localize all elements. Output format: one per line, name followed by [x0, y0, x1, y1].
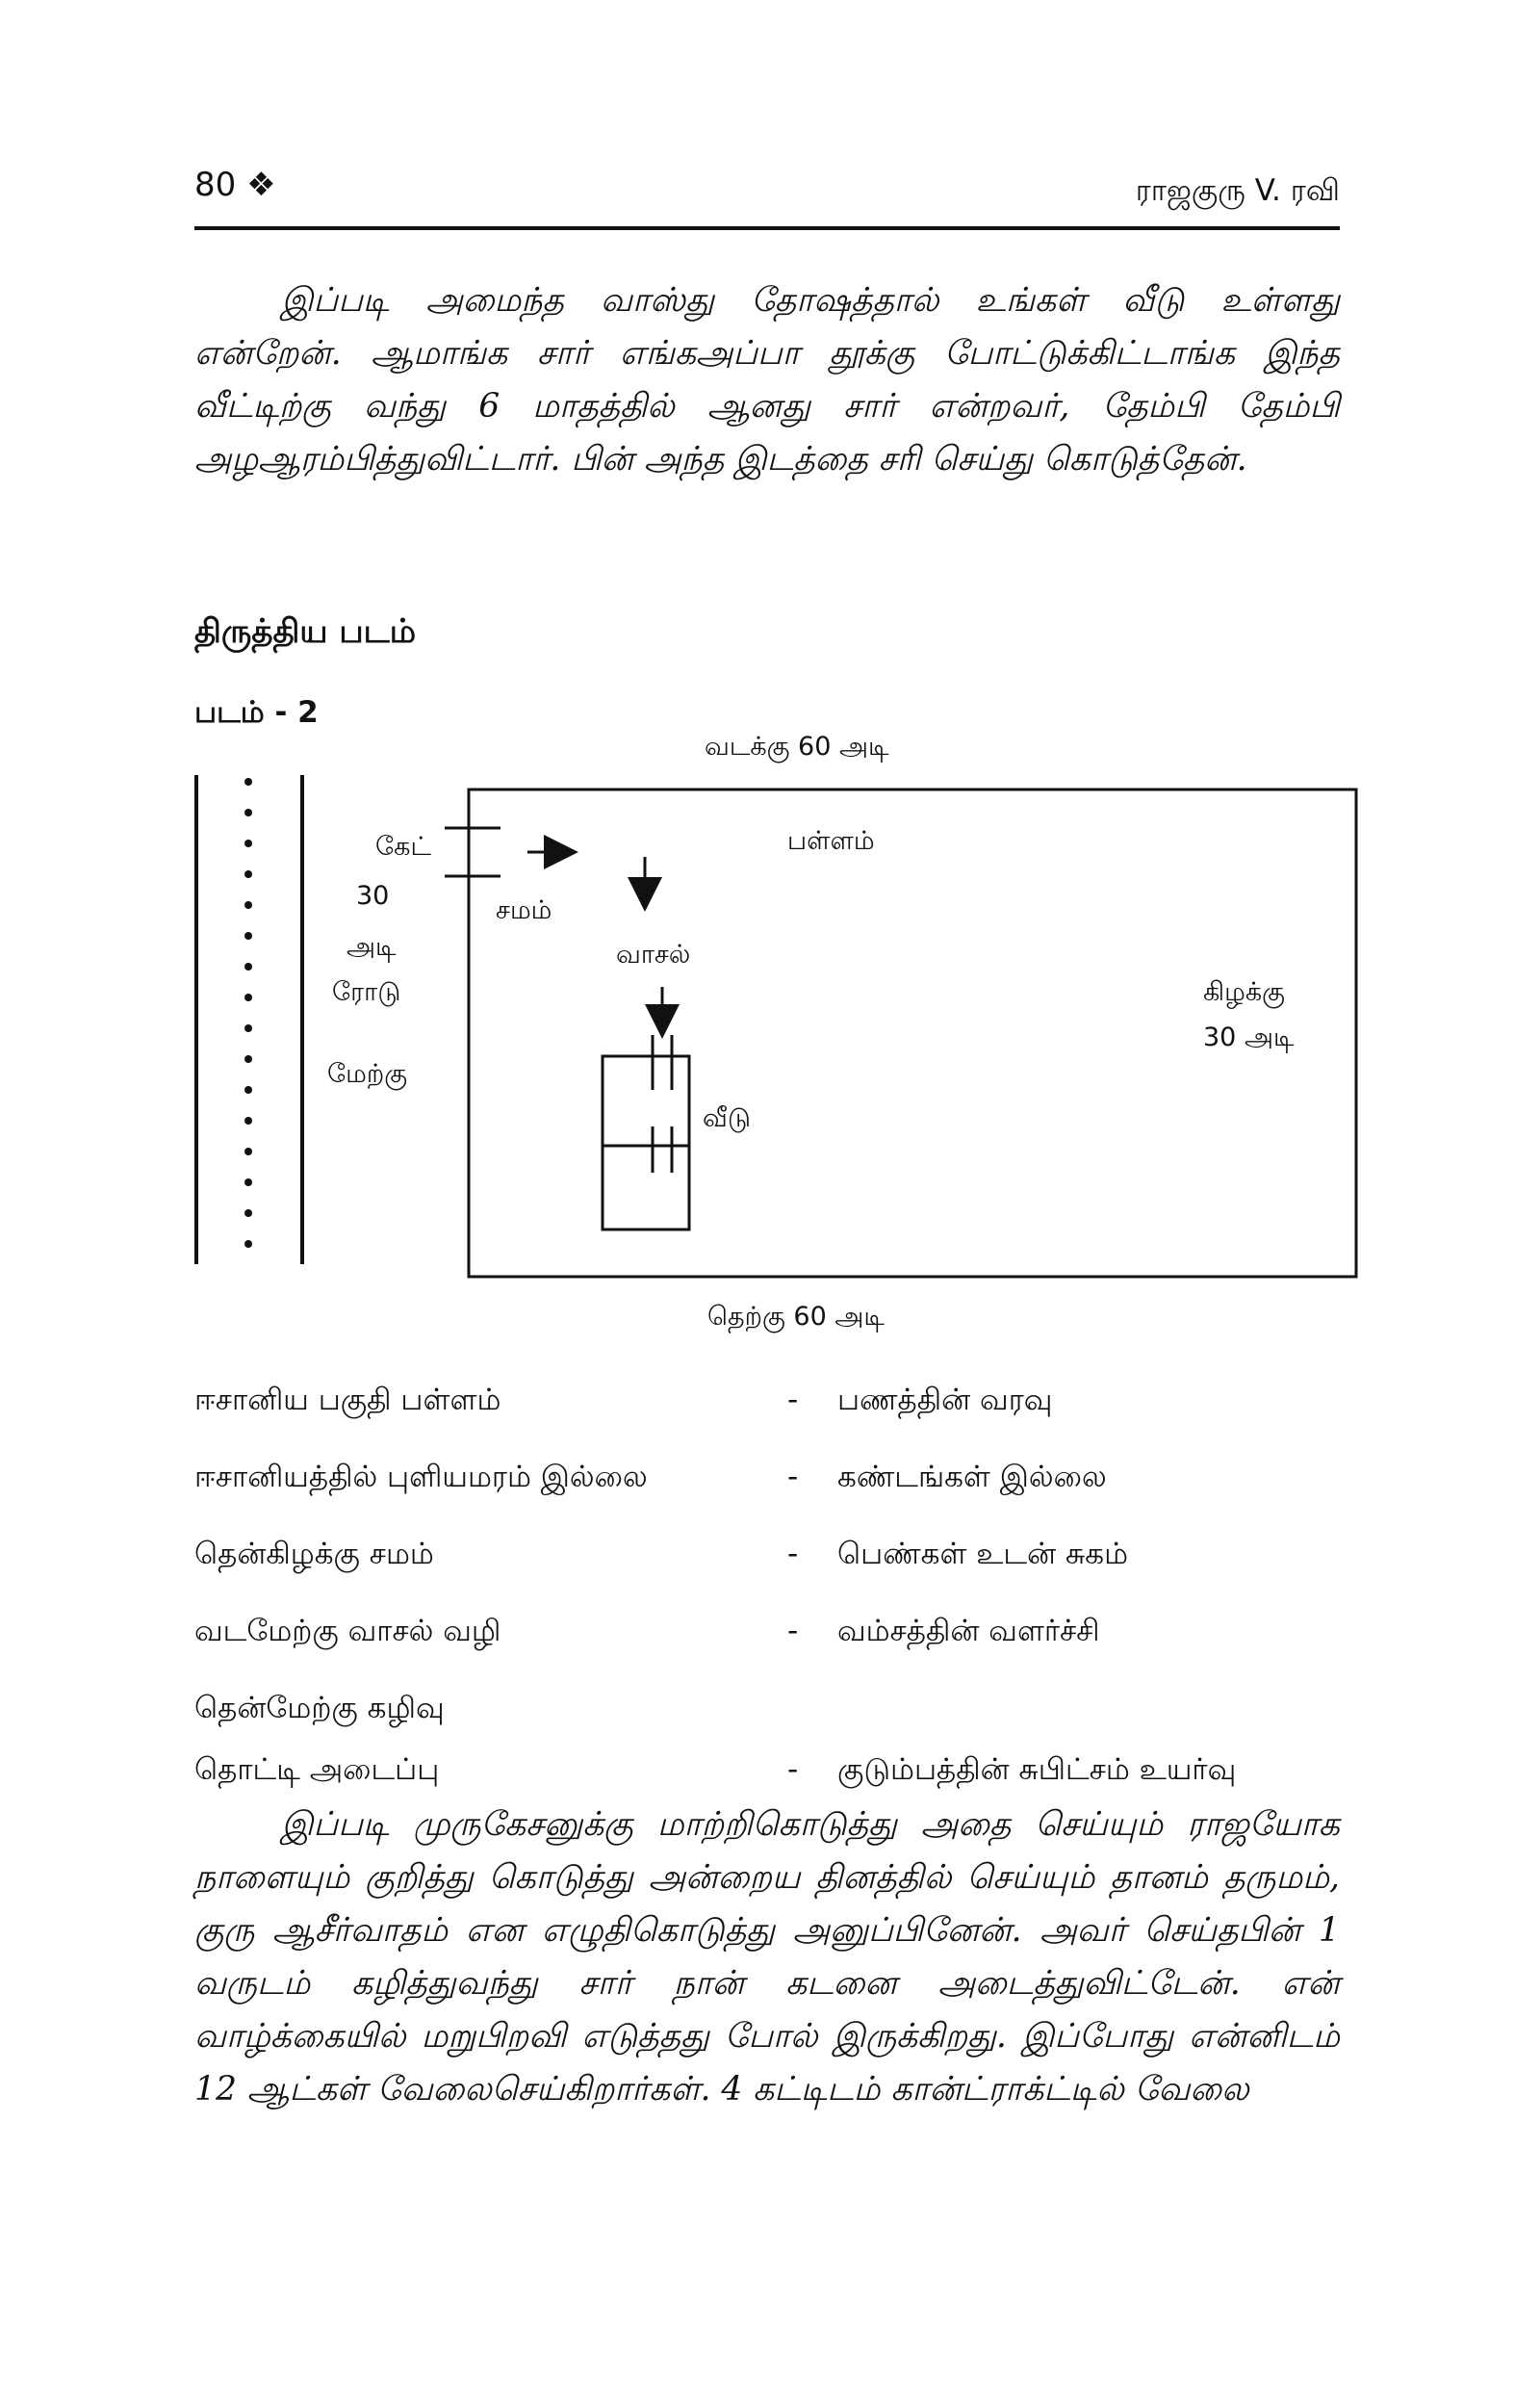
- row-cause: தென்கிழக்கு சமம்: [194, 1537, 434, 1571]
- row-effect: பெண்கள் உடன் சுகம்: [837, 1537, 1129, 1571]
- row-effect: பணத்தின் வரவு: [837, 1383, 1053, 1417]
- closing-paragraph: இப்படி முருகேசனுக்கு மாற்றிகொடுத்து அதை செய்யும் ராஜயோக நாளையும் குறித்து கொடுத்து அன்றைய தினத்தில் செய்யும் தானம் தருமம், குரு ஆசீர்வாதம் என எழுதிகொடுத்து அனுப்பினேன். அவர் செய்தபின் 1 வருடம் கழித்துவந்து சார் நான் கடனை அடைத்துவிட்டேன். என் வாழ்க்கையில் மறுபிறவி எடுத்தது போல் இருக்கிறது. இப்போது என்னிடம் 12 ஆட்கள் வேலைசெய்கிறார்கள். 4 கட்டிடம் கான்ட்ராக்ட்டில் வேலை: [194, 1805, 1340, 2109]
- row-separator: -: [787, 1537, 799, 1571]
- intro-paragraph: இப்படி அமைந்த வாஸ்து தோஷத்தால் உங்கள் வீடு உள்ளது என்றேன். ஆமாங்க சார் எங்கஅப்பா தூக்கு போட்டுக்கிட்டாங்க இந்த வீட்டிற்கு வந்து 6 மாதத்தில் ஆனது சார் என்றவர், தேம்பி தேம்பி அழஆரம்பித்துவிட்டார். பின் அந்த இடத்தை சரி செய்து கொடுத்தேன்.: [194, 281, 1340, 479]
- row-effect: வம்சத்தின் வளர்ச்சி: [837, 1614, 1100, 1648]
- section-title: திருத்திய படம்: [194, 612, 417, 651]
- figure-label: படம் - 2: [194, 695, 319, 730]
- header-rule: [194, 226, 1340, 230]
- vastu-diagram: [183, 732, 1376, 1367]
- row-cause: ஈசானியத்தில் புளியமரம் இல்லை: [194, 1460, 648, 1494]
- house-outline: [603, 1056, 689, 1229]
- road-center-dots: [244, 778, 252, 1248]
- page-number: 80 ❖: [194, 166, 276, 204]
- table-row: [194, 1529, 1349, 1606]
- diagram-lines: [183, 732, 1376, 1367]
- level-label: சமம்: [496, 895, 552, 925]
- east-label-line2: 30 அடி: [1203, 1022, 1295, 1052]
- road-width-label: 30: [356, 881, 390, 911]
- gate-label: கேட்: [375, 832, 431, 862]
- row-cause: ஈசானிய பகுதி பள்ளம்: [194, 1383, 501, 1417]
- table-row: [194, 1375, 1349, 1452]
- row-cause-line2: தொட்டி அடைப்பு: [194, 1752, 440, 1787]
- west-label: மேற்கு: [327, 1059, 408, 1089]
- entrance-label: வாசல்: [616, 940, 691, 970]
- results-table: [194, 1375, 1349, 1808]
- road-unit-label: அடி: [346, 932, 397, 962]
- page-header: [194, 160, 1340, 229]
- row-separator: -: [787, 1752, 799, 1787]
- road-label: ரோடு: [332, 977, 401, 1007]
- table-row: [194, 1606, 1349, 1683]
- north-label: வடக்கு 60 அடி: [705, 732, 889, 762]
- pit-label: பள்ளம்: [787, 826, 875, 856]
- table-row: [194, 1452, 1349, 1529]
- row-effect: குடும்பத்தின் சுபிட்சம் உயர்வு: [837, 1752, 1237, 1787]
- east-label-line1: கிழக்கு: [1203, 977, 1285, 1007]
- house-label: வீடு: [703, 1103, 751, 1133]
- row-effect: கண்டங்கள் இல்லை: [837, 1460, 1107, 1494]
- row-separator: -: [787, 1614, 799, 1648]
- book-author: ராஜகுரு V. ரவி: [1135, 173, 1340, 208]
- row-separator: -: [787, 1460, 799, 1494]
- table-row: [194, 1683, 1349, 1808]
- row-cause-line1: தென்மேற்கு கழிவு: [194, 1691, 445, 1725]
- south-label: தெற்கு 60 அடி: [707, 1302, 885, 1332]
- row-separator: -: [787, 1383, 799, 1417]
- row-cause: வடமேற்கு வாசல் வழி: [194, 1614, 501, 1648]
